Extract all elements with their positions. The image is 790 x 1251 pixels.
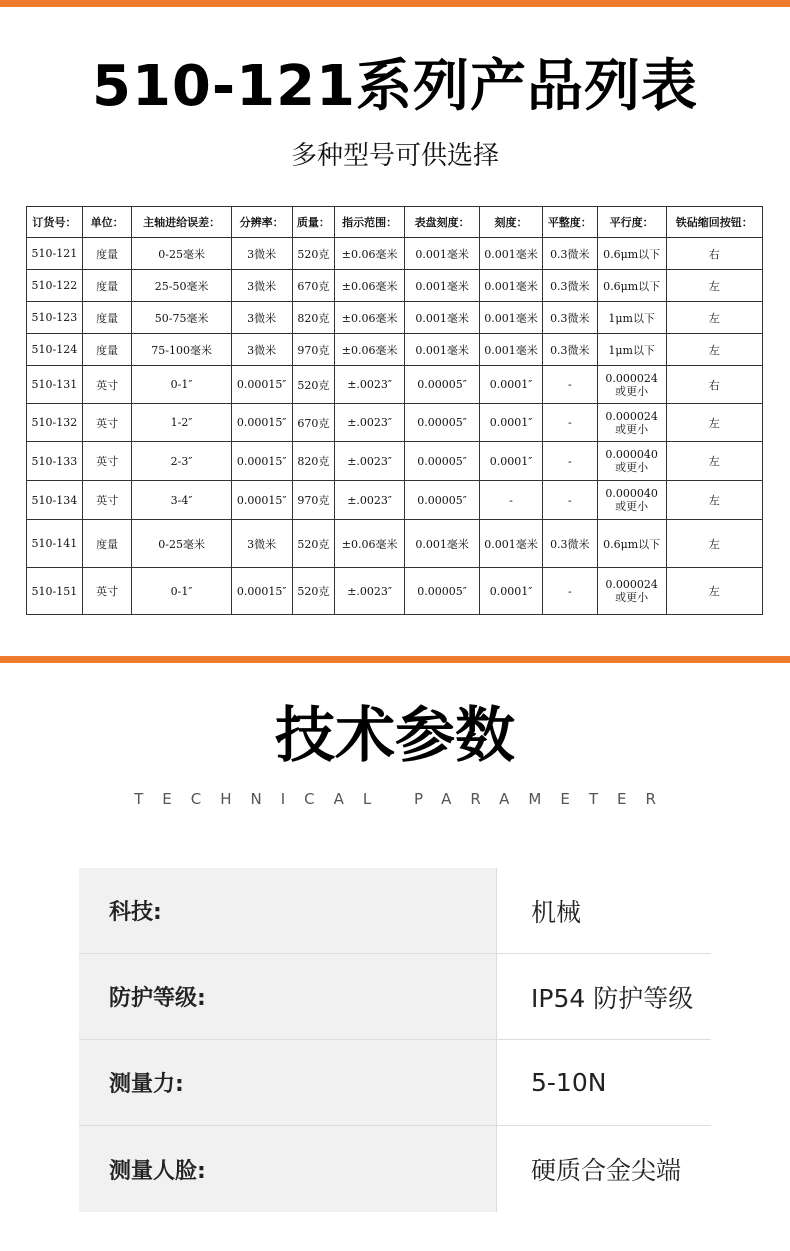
table-cell: 0.001毫米: [405, 520, 480, 568]
table-cell: 0.001毫米: [480, 238, 543, 270]
table-cell: 度量: [82, 302, 132, 334]
table-cell: 3微米: [231, 238, 292, 270]
param-row-protection: [79, 954, 711, 1040]
section-divider-bar: [0, 656, 790, 663]
order-number-cell: 510-121: [27, 238, 83, 270]
param-label: 测量人脸:: [79, 1126, 496, 1212]
order-number-cell: 510-132: [27, 404, 83, 442]
table-cell: 0.00005″: [405, 404, 480, 442]
table-cell: 1μm以下: [597, 334, 666, 366]
table-cell: 0.0001″: [480, 404, 543, 442]
table-cell: 0.00015″: [231, 568, 292, 615]
table-cell: -: [542, 404, 597, 442]
table-cell: 0.6μm以下: [597, 270, 666, 302]
table-cell: ±.0023″: [335, 568, 405, 615]
header-resolution: 分辨率：: [231, 207, 292, 238]
header-spindle-feed-error: 主轴进给误差：: [132, 207, 231, 238]
table-cell: 0.0001″: [480, 568, 543, 615]
table-cell: 0.000024 或更小: [597, 404, 666, 442]
table-cell: 0.001毫米: [405, 334, 480, 366]
table-cell: 1-2″: [132, 404, 231, 442]
table-cell: 3微米: [231, 302, 292, 334]
param-value: 硬质合金尖端: [496, 1126, 711, 1212]
header-unit: 单位：: [82, 207, 132, 238]
table-cell: 0.6μm以下: [597, 520, 666, 568]
table-cell: 0.3微米: [542, 520, 597, 568]
header-order-no: 订货号：: [27, 207, 83, 238]
table-cell: 左: [666, 442, 762, 481]
table-cell: 1μm以下: [597, 302, 666, 334]
table-cell: ±0.06毫米: [335, 270, 405, 302]
table-cell: 0.3微米: [542, 238, 597, 270]
table-cell: 3微米: [231, 334, 292, 366]
table-cell: 左: [666, 481, 762, 520]
table-cell: ±.0023″: [335, 481, 405, 520]
table-cell: 520克: [292, 568, 335, 615]
table-row: [27, 404, 763, 442]
table-cell: 0.001毫米: [480, 270, 543, 302]
param-label: 防护等级:: [79, 954, 496, 1040]
table-row: [27, 442, 763, 481]
table-row: [27, 270, 763, 302]
table-cell: 820克: [292, 302, 335, 334]
table-cell: 2-3″: [132, 442, 231, 481]
table-cell: ±0.06毫米: [335, 520, 405, 568]
table-cell: 0.00015″: [231, 366, 292, 404]
table-cell: 3微米: [231, 520, 292, 568]
table-cell: ±.0023″: [335, 366, 405, 404]
header-anvil-retract-button: 铁砧缩回按钮：: [666, 207, 762, 238]
table-cell: 0.3微米: [542, 334, 597, 366]
header-parallelism: 平行度：: [597, 207, 666, 238]
table-cell: 左: [666, 568, 762, 615]
table-cell: 0.000024 或更小: [597, 366, 666, 404]
table-cell: 英寸: [82, 481, 132, 520]
table-cell: 0.00015″: [231, 404, 292, 442]
tech-params-table: [79, 868, 711, 1212]
table-cell: 820克: [292, 442, 335, 481]
table-cell: 3微米: [231, 270, 292, 302]
table-cell: 左: [666, 302, 762, 334]
table-cell: 50-75毫米: [132, 302, 231, 334]
table-cell: 0.00005″: [405, 366, 480, 404]
param-row-measuring-force: [79, 1040, 711, 1126]
table-cell: -: [542, 568, 597, 615]
table-cell: 520克: [292, 366, 335, 404]
param-label: 科技:: [79, 868, 496, 954]
table-cell: 右: [666, 238, 762, 270]
table-cell: 970克: [292, 481, 335, 520]
order-number-cell: 510-133: [27, 442, 83, 481]
table-cell: 左: [666, 270, 762, 302]
page-title: 510-121系列产品列表: [91, 54, 699, 119]
order-number-cell: 510-134: [27, 481, 83, 520]
table-cell: 0.001毫米: [480, 520, 543, 568]
table-cell: 左: [666, 520, 762, 568]
table-cell: 0.000040 或更小: [597, 481, 666, 520]
param-value: 5-10N: [496, 1040, 711, 1126]
order-number-cell: 510-122: [27, 270, 83, 302]
param-row-technology: [79, 868, 711, 954]
table-cell: ±.0023″: [335, 404, 405, 442]
table-row: [27, 520, 763, 568]
tech-section-title: 技术参数: [275, 701, 515, 771]
table-cell: -: [542, 481, 597, 520]
order-number-cell: 510-131: [27, 366, 83, 404]
table-row: [27, 302, 763, 334]
table-cell: 英寸: [82, 404, 132, 442]
table-cell: 0.00005″: [405, 481, 480, 520]
table-cell: 670克: [292, 404, 335, 442]
table-cell: 0.001毫米: [405, 302, 480, 334]
header-mass: 质量：: [292, 207, 335, 238]
page-subtitle: 多种型号可供选择: [290, 141, 499, 171]
table-cell: 0.001毫米: [405, 270, 480, 302]
table-row: [27, 334, 763, 366]
tech-section-subtitle: TECHNICAL PARAMETER: [134, 790, 675, 808]
table-cell: 0.001毫米: [480, 334, 543, 366]
table-cell: 520克: [292, 238, 335, 270]
table-cell: -: [542, 442, 597, 481]
table-cell: 0.00015″: [231, 481, 292, 520]
header-graduation: 刻度：: [480, 207, 543, 238]
param-row-measuring-face: [79, 1126, 711, 1212]
table-cell: -: [480, 481, 543, 520]
table-cell: 0.00005″: [405, 568, 480, 615]
table-cell: ±0.06毫米: [335, 334, 405, 366]
order-number-cell: 510-141: [27, 520, 83, 568]
order-number-cell: 510-123: [27, 302, 83, 334]
table-cell: 0.00015″: [231, 442, 292, 481]
param-value: 机械: [496, 868, 711, 954]
table-cell: 0.6μm以下: [597, 238, 666, 270]
table-cell: 0.3微米: [542, 302, 597, 334]
table-cell: 0.001毫米: [405, 238, 480, 270]
table-cell: 0.0001″: [480, 442, 543, 481]
product-table: [26, 206, 763, 615]
table-cell: 0.00005″: [405, 442, 480, 481]
table-cell: 670克: [292, 270, 335, 302]
top-accent-bar: [0, 0, 790, 7]
table-cell: 0.001毫米: [480, 302, 543, 334]
header-indication-range: 指示范围：: [335, 207, 405, 238]
table-cell: 75-100毫米: [132, 334, 231, 366]
order-number-cell: 510-151: [27, 568, 83, 615]
table-cell: 970克: [292, 334, 335, 366]
table-cell: 左: [666, 334, 762, 366]
table-cell: -: [542, 366, 597, 404]
table-cell: 0.000040 或更小: [597, 442, 666, 481]
table-cell: 英寸: [82, 442, 132, 481]
header-flatness: 平整度：: [542, 207, 597, 238]
table-cell: 0-25毫米: [132, 238, 231, 270]
table-cell: ±0.06毫米: [335, 238, 405, 270]
param-label: 测量力:: [79, 1040, 496, 1126]
header-dial-graduation: 表盘刻度：: [405, 207, 480, 238]
table-cell: 英寸: [82, 366, 132, 404]
table-cell: 度量: [82, 520, 132, 568]
table-row: [27, 238, 763, 270]
table-cell: 25-50毫米: [132, 270, 231, 302]
param-value: IP54 防护等级: [496, 954, 711, 1040]
table-cell: 度量: [82, 334, 132, 366]
table-cell: 0-25毫米: [132, 520, 231, 568]
order-number-cell: 510-124: [27, 334, 83, 366]
table-cell: 0.0001″: [480, 366, 543, 404]
table-row: [27, 568, 763, 615]
table-row: [27, 366, 763, 404]
table-cell: 英寸: [82, 568, 132, 615]
table-cell: 0-1″: [132, 568, 231, 615]
table-header-row: [27, 207, 763, 238]
table-row: [27, 481, 763, 520]
table-cell: 0-1″: [132, 366, 231, 404]
table-cell: ±0.06毫米: [335, 302, 405, 334]
table-cell: 520克: [292, 520, 335, 568]
table-cell: 0.000024 或更小: [597, 568, 666, 615]
table-cell: 3-4″: [132, 481, 231, 520]
table-cell: 度量: [82, 270, 132, 302]
table-cell: 左: [666, 404, 762, 442]
table-cell: 0.3微米: [542, 270, 597, 302]
table-cell: 右: [666, 366, 762, 404]
table-cell: 度量: [82, 238, 132, 270]
table-cell: ±.0023″: [335, 442, 405, 481]
